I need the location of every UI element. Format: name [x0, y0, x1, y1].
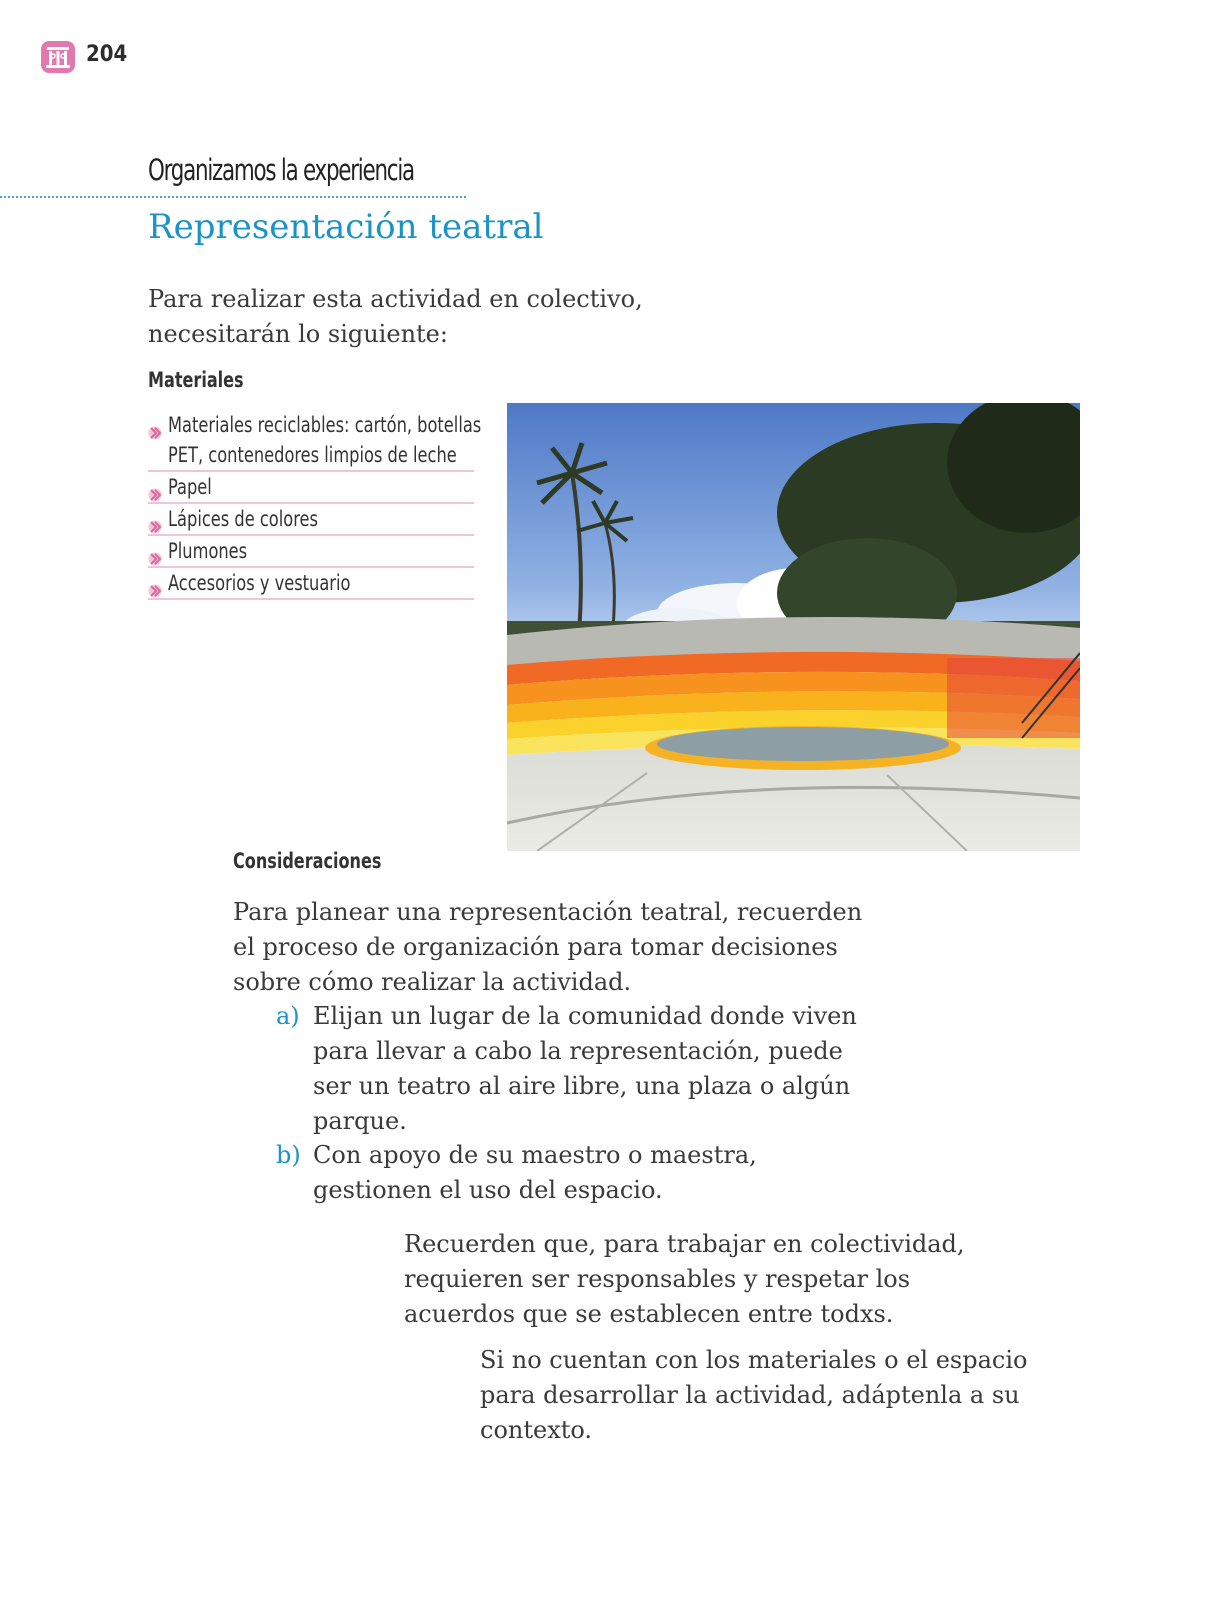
chevron-bullet-icon: [148, 512, 164, 526]
note-paragraph: Si no cuentan con los materiales o el espacio para desarrollar la actividad, adáptenla a su contexto.: [480, 1346, 1028, 1444]
section-divider: [0, 196, 466, 198]
list-item: [148, 504, 474, 536]
list-item: [148, 536, 474, 568]
list-item-text: Lápices de colores: [168, 507, 318, 531]
page-badge-icon: [40, 40, 76, 74]
list-marker: a): [276, 1002, 300, 1030]
amphitheater-photo: [507, 403, 1080, 851]
intro-paragraph: Para realizar esta actividad en colectivo, necesitarán lo siguiente:: [148, 285, 643, 348]
list-item-text: Papel: [168, 475, 212, 499]
chevron-bullet-icon: [148, 480, 164, 494]
note-paragraph: Recuerden que, para trabajar en colectividad, requieren ser responsables y respetar los acuerdos que se establecen entre todxs.: [404, 1230, 965, 1328]
considerations-heading: Consideraciones: [233, 849, 382, 873]
chevron-bullet-icon: [148, 544, 164, 558]
list-item-text: Con apoyo de su maestro o maestra, gestionen el uso del espacio.: [313, 1141, 757, 1204]
page-number: 204: [86, 42, 128, 67]
list-marker: b): [276, 1141, 301, 1169]
considerations-paragraph: Para planear una representación teatral, recuerden el proceso de organización para tomar decisiones sobre cómo realizar la actividad.: [233, 898, 863, 996]
list-item: [148, 568, 474, 600]
list-item-text: PET, contenedores limpios de leche: [168, 443, 457, 467]
materials-heading: Materiales: [148, 368, 244, 392]
list-item-text: Plumones: [168, 539, 248, 563]
list-item-text: Materiales reciclables: cartón, botellas: [168, 413, 482, 437]
chevron-bullet-icon: [148, 576, 164, 590]
list-item: [148, 472, 474, 504]
list-item-text: Elijan un lugar de la comunidad donde viven para llevar a cabo la representación, puede ser un teatro al aire libre, una plaza o algún parque.: [313, 1002, 857, 1135]
section-kicker: Organizamos la experiencia: [148, 153, 414, 187]
section-title: Representación teatral: [148, 207, 544, 247]
chevron-bullet-icon: [148, 418, 164, 432]
materials-list: [148, 410, 482, 600]
list-item: [148, 410, 482, 472]
list-item-text: Accesorios y vestuario: [168, 571, 351, 595]
